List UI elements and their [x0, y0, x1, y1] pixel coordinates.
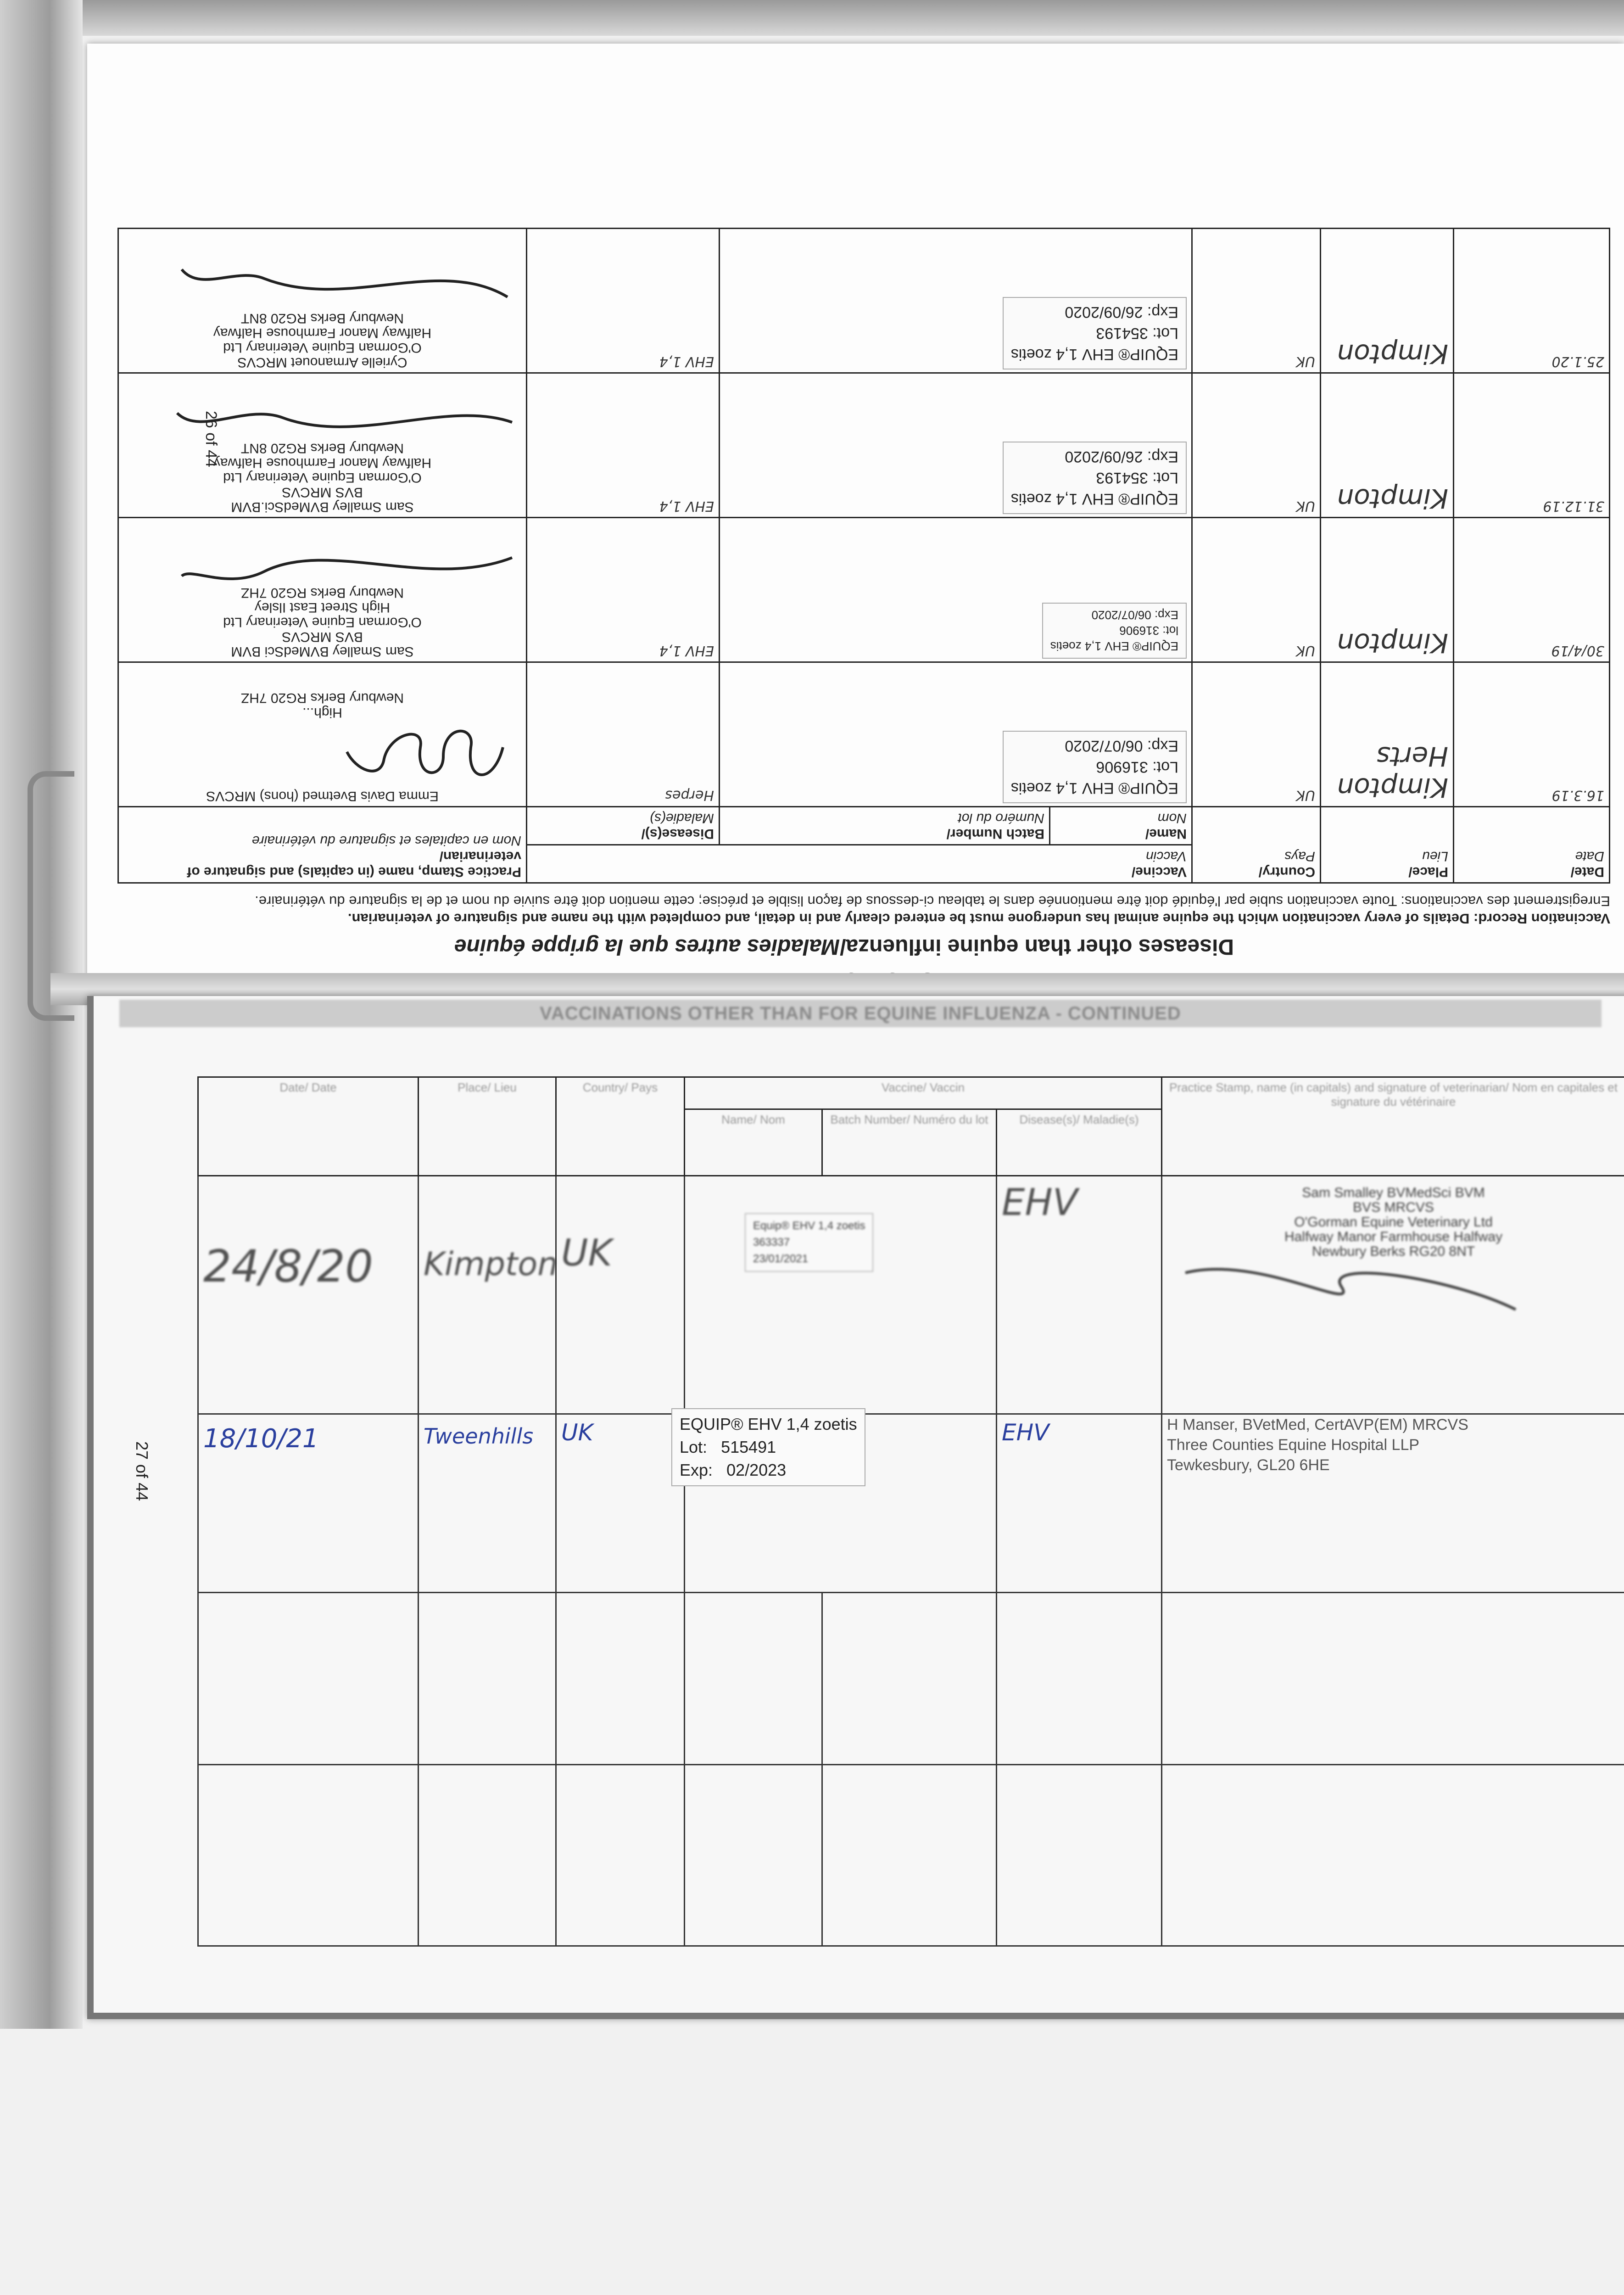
- cell-vet-stamp: Sam Smalley BVMedSci BVM BVS MRCVS O'Gorman Equine Veterinary Ltd Halfway Manor Farmhouse Halfway Newbury Berks RG20 8NT: [1162, 1176, 1624, 1414]
- cell-disease: EHV: [997, 1414, 1162, 1593]
- header-stamp: Practice Stamp, name (in capitals) and signature of veterinarian/ Nom en capitales et signature du vétérinaire: [118, 807, 526, 883]
- passport-page-26: [87, 44, 1624, 1003]
- vaccine-label: Equip® EHV 1,4 zoetis 363337 23/01/2021: [745, 1213, 873, 1272]
- cell-vet-stamp: H Manser, BVetMed, CertAVP(EM) MRCVS Three Counties Equine Hospital LLP Tewkesbury, GL20 6HE: [1162, 1414, 1624, 1593]
- cell-vaccine-batch: [720, 373, 1192, 518]
- cell-vaccine-batch: [685, 1176, 997, 1414]
- header-country: Country/ Pays: [556, 1077, 685, 1176]
- cell-place: Kimpton Herts: [1321, 662, 1454, 807]
- cell-place: Kimpton: [1321, 518, 1454, 662]
- cell-date: 30/4/19: [1454, 518, 1610, 662]
- cell-vet-stamp: Cyrielle Armanouet MRCVS O'Gorman Equine Veterinary Ltd Halfway Manor Farmhouse Halfway Newbury Berks RG20 8NT: [118, 229, 526, 373]
- header-place: Place/ Lieu: [419, 1077, 556, 1176]
- cell-country: UK: [1192, 518, 1321, 662]
- signature: [173, 260, 521, 311]
- cell-country: UK: [1192, 373, 1321, 518]
- page-26-content: [87, 44, 1624, 1003]
- header-batch: Batch Number/ Numéro du lot: [720, 807, 1050, 845]
- vaccine-label: EQUIP® EHV 1,4 zoetis Lot: 316906 Exp: 06/07/2020: [1003, 731, 1187, 803]
- page-number: 27 of 44: [133, 1441, 151, 1501]
- table-row-empty: [198, 1593, 1624, 1765]
- table-row: [118, 662, 1609, 807]
- cell-vet-stamp: Sam Smalley BVMedSci BVM BVS MRCVS O'Gorman Equine Veterinary Ltd High Street East Ilsley Newbury Berks RG20 7HZ: [118, 518, 526, 662]
- vaccination-record-note: [101, 892, 1610, 927]
- subtitle-en: Diseases other than equine influenza/: [840, 935, 1234, 959]
- header-diseases: Disease(s)/ Maladie(s): [997, 1109, 1162, 1176]
- header-vaccine: Vaccine/ Vaccin: [526, 845, 1192, 883]
- book-top-edge: [0, 0, 1624, 36]
- cell-date: 25.1.20: [1454, 229, 1610, 373]
- cell-country: UK: [1192, 229, 1321, 373]
- header-country: Country/ Pays: [1192, 807, 1321, 883]
- section-subtitle: [101, 934, 1610, 959]
- continued-banner: VACCINATIONS OTHER THAN FOR EQUINE INFLUENZA - CONTINUED: [119, 1000, 1602, 1027]
- table-row: [118, 518, 1609, 662]
- header-date: Date/ Date: [1454, 807, 1610, 883]
- signature: [329, 720, 521, 789]
- cell-vaccine-batch: [720, 662, 1192, 807]
- header-stamp: Practice Stamp, name (in capitals) and signature of veterinarian/ Nom en capitales et signature du vétérinaire: [1162, 1077, 1624, 1176]
- cell-date: 18/10/21: [198, 1414, 419, 1593]
- subtitle-fr: Maladies autres que la grippe équine: [454, 935, 840, 959]
- page-number: 26 of 44: [202, 411, 220, 467]
- cell-vet-stamp: Emma Davis Bvetmed (hons) MRCVS High... Newbury Berks RG20 7HZ: [118, 662, 526, 807]
- table-row: [198, 1176, 1624, 1414]
- vaccine-label: EQUIP® EHV 1,4 zoetis Lot: 354193 Exp: 26/09/2020: [1003, 297, 1187, 369]
- cell-place: Kimpton: [1321, 229, 1454, 373]
- vaccine-label: EQUIP® EHV 1,4 zoetis lot: 316906 Exp: 06/07/2020: [1042, 603, 1187, 659]
- cell-country: UK: [556, 1176, 685, 1414]
- cell-country: UK: [1192, 662, 1321, 807]
- cell-place: Tweenhills: [419, 1414, 556, 1593]
- signature: [173, 399, 521, 441]
- cell-vet-stamp: Sam Smalley BVMedSci.BVM BVS MRCVS O'Gorman Equine Veterinary Ltd Halfway Manor Farmhouse Halfway Newbury Berks RG20 8NT: [118, 373, 526, 518]
- note-fr: Enregistrement des vaccinations: Toute vaccination subie par l'équidé doit être mentionnée dans le tableau ci-dessous de façon lisible et précise; cette mention doit être suivie du nom et de la signature du vétérinaire.: [255, 893, 1610, 909]
- vaccination-table-page-26: [117, 228, 1610, 884]
- header-diseases: Disease(s)/ Maladie(s): [526, 807, 719, 845]
- cell-place: Kimpton: [1321, 373, 1454, 518]
- cell-disease: EHV 1,4: [526, 518, 719, 662]
- cell-vaccine-batch: [720, 518, 1192, 662]
- header-place: Place/ Lieu: [1321, 807, 1454, 883]
- vaccination-table-page-27: [197, 1076, 1624, 1947]
- cell-vaccine-batch: [720, 229, 1192, 373]
- cell-disease: EHV: [997, 1176, 1162, 1414]
- header-name: Name/ Nom: [685, 1109, 822, 1176]
- table-row: [118, 229, 1609, 373]
- cell-date: 31.12.19: [1454, 373, 1610, 518]
- table-row: [118, 373, 1609, 518]
- cell-disease: EHV 1,4: [526, 229, 719, 373]
- table-row: [198, 1414, 1624, 1593]
- note-en: Vaccination Record: Details of every vaccination which the equine animal has undergone must be entered clearly and in detail, and completed with the name and signature of veterinarian.: [347, 911, 1610, 927]
- header-batch: Batch Number/ Numéro du lot: [822, 1109, 997, 1176]
- signature: [1167, 1259, 1534, 1323]
- cell-place: Kimpton: [419, 1176, 556, 1414]
- header-date: Date/ Date: [198, 1077, 419, 1176]
- header-name: Name/ Nom: [1050, 807, 1192, 845]
- cell-date: 16.3.19: [1454, 662, 1610, 807]
- cell-vaccine-batch: [680, 1414, 997, 1593]
- cell-disease: Herpes: [526, 662, 719, 807]
- cell-country: UK: [556, 1414, 685, 1593]
- header-vaccine: Vaccine/ Vaccin: [685, 1077, 1162, 1109]
- signature: [173, 544, 521, 585]
- vaccine-label: EQUIP® EHV 1,4 zoetis Lot: 354193 Exp: 26/09/2020: [1003, 442, 1187, 514]
- table-row-empty: [198, 1765, 1624, 1946]
- vaccine-label: EQUIP® EHV 1,4 zoetis Lot: 515491 Exp: 02/2023: [671, 1408, 865, 1486]
- cell-date: 24/8/20: [198, 1176, 419, 1414]
- cell-disease: EHV 1,4: [526, 373, 719, 518]
